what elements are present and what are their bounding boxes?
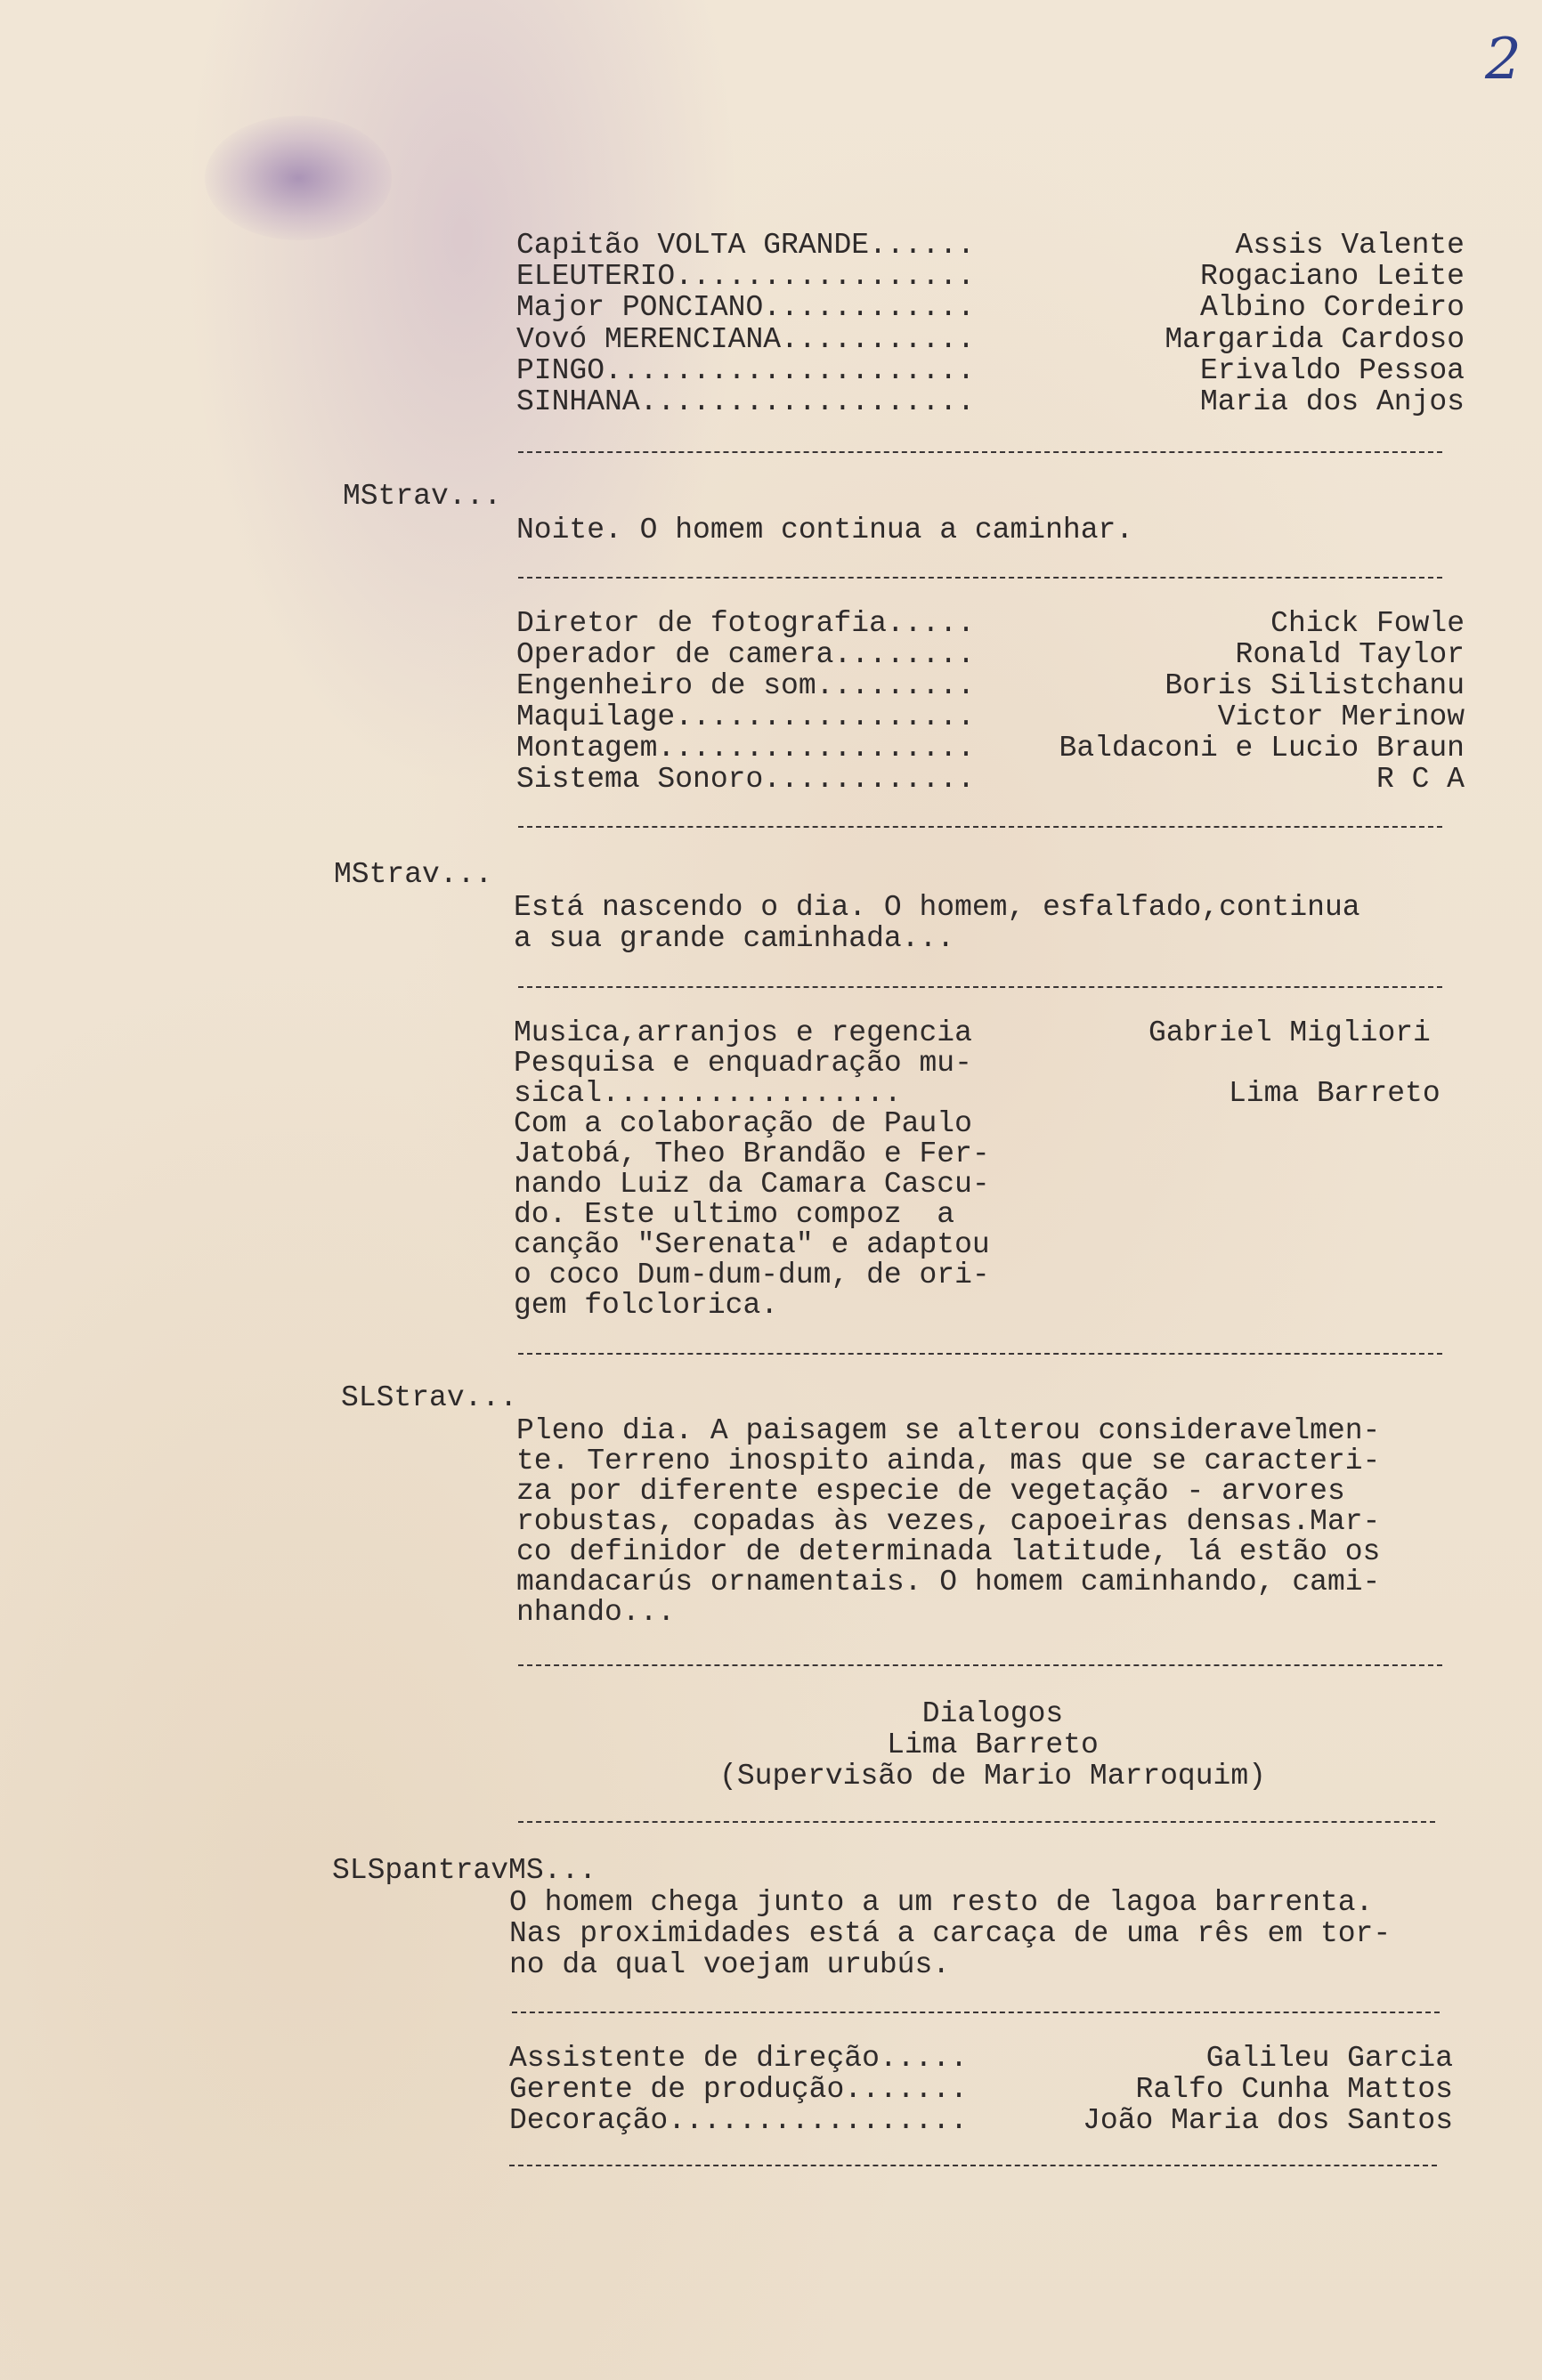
cast-role: ELEUTERIO................. <box>516 260 975 293</box>
crew-role: Sistema Sonoro............ <box>516 763 975 796</box>
scene-description-line: Nas proximidades está a carcaça de uma rês em tor- <box>509 1917 1392 1950</box>
scene-description-line: no da qual voejam urubús. <box>509 1948 951 1981</box>
crew-row <box>516 733 1465 764</box>
crew-role: Maquilage................. <box>516 700 975 733</box>
crew-role: Decoração................. <box>509 2104 968 2137</box>
music-credit-line: nando Luiz da Camara Cascu- <box>514 1168 990 1201</box>
scene-cue: MStrav... <box>334 858 493 891</box>
music-composer-name: Gabriel Migliori <box>1148 1016 1431 1049</box>
crew-name: Galileu Garcia <box>1205 2042 1453 2075</box>
crew-row <box>516 764 1465 795</box>
divider-rule <box>518 1664 1442 1666</box>
crew-name: Ronald Taylor <box>1235 638 1465 671</box>
cast-role: Vovó MERENCIANA........... <box>516 323 975 356</box>
crew-name: Boris Silistchanu <box>1165 669 1465 702</box>
music-research-name: Lima Barreto <box>1229 1077 1441 1110</box>
dialogos-title: Dialogos <box>921 1697 1064 1730</box>
scene-description-line: Pleno dia. A paisagem se alterou consideravelmen- <box>516 1414 1381 1447</box>
scene-description-line: a sua grande caminhada... <box>514 922 955 955</box>
crew-role: Gerente de produção....... <box>509 2073 968 2106</box>
scene-description-line: mandacarús ornamentais. O homem caminhando, cami- <box>516 1566 1381 1599</box>
divider-rule <box>518 451 1442 453</box>
cast-row <box>516 386 1465 417</box>
crew-role: Assistente de direção..... <box>509 2042 968 2075</box>
crew-name: Chick Fowle <box>1270 607 1465 640</box>
cast-role: Capitão VOLTA GRANDE...... <box>516 229 975 262</box>
crew-name: Ralfo Cunha Mattos <box>1135 2073 1453 2106</box>
dialogos-note: (Supervisão de Mario Marroquim) <box>719 1760 1266 1793</box>
crew-role: Diretor de fotografia..... <box>516 607 975 640</box>
crew-name: João Maria dos Santos <box>1083 2104 1453 2137</box>
music-credit-line: Musica,arranjos e regencia <box>514 1016 972 1049</box>
crew-role: Montagem.................. <box>516 732 975 765</box>
scene-cue: MStrav... <box>343 480 502 513</box>
scene-description-line: te. Terreno inospito ainda, mas que se caracteri- <box>516 1445 1381 1477</box>
crew-role: Operador de camera........ <box>516 638 975 671</box>
music-credit-line: Com a colaboração de Paulo <box>514 1107 972 1140</box>
divider-rule <box>509 2165 1437 2166</box>
music-credit-line: o coco Dum-dum-dum, de ori- <box>514 1259 990 1291</box>
dialogos-author: Lima Barreto <box>887 1728 1099 1761</box>
divider-rule <box>518 577 1442 579</box>
scene-description-line: robustas, copadas às vezes, capoeiras densas.Mar- <box>516 1505 1381 1538</box>
crew-row <box>516 639 1465 670</box>
music-credit-line: do. Este ultimo compoz a <box>514 1198 955 1231</box>
scene-cue: SLSpantravMS... <box>332 1854 597 1887</box>
music-credit-line: canção "Serenata" e adaptou <box>514 1228 990 1261</box>
divider-rule <box>518 826 1442 828</box>
scene-description-line: nhando... <box>516 1596 676 1629</box>
cast-name: Maria dos Anjos <box>1199 385 1465 418</box>
cast-row <box>516 355 1465 386</box>
page-number: 2 <box>1485 27 1522 93</box>
cast-name: Albino Cordeiro <box>1199 291 1465 324</box>
crew-row <box>509 2074 1453 2105</box>
cast-row <box>516 324 1465 355</box>
music-credit-line: Jatobá, Theo Brandão e Fer- <box>514 1137 990 1170</box>
crew-role: Engenheiro de som......... <box>516 669 975 702</box>
scene-description-line: za por diferente especie de vegetação - arvores <box>516 1475 1345 1508</box>
divider-rule <box>512 2012 1440 2013</box>
scene-description: Noite. O homem continua a caminhar. <box>516 514 1134 546</box>
cast-name: Assis Valente <box>1235 229 1465 262</box>
divider-rule <box>518 986 1442 988</box>
crew-row <box>509 2105 1453 2136</box>
music-credit-line: Pesquisa e enquadração mu- <box>514 1047 972 1080</box>
crew-name: Victor Merinow <box>1217 700 1465 733</box>
cast-name: Margarida Cardoso <box>1165 323 1465 356</box>
crew-name: Baldaconi e Lucio Braun <box>1059 732 1465 765</box>
crew-name: R C A <box>1376 763 1465 796</box>
scene-description-line: co definidor de determinada latitude, lá estão os <box>516 1535 1381 1568</box>
cast-row <box>516 230 1465 261</box>
crew-row <box>509 2043 1453 2074</box>
crew-row <box>516 608 1465 639</box>
crew-row <box>516 670 1465 701</box>
divider-rule <box>518 1821 1435 1823</box>
music-credit-line: sical................. <box>514 1077 902 1110</box>
scene-description-line: Está nascendo o dia. O homem, esfalfado,continua <box>514 891 1360 924</box>
scene-cue: SLStrav... <box>341 1381 518 1414</box>
ink-stain <box>205 116 392 240</box>
cast-row <box>516 261 1465 292</box>
scene-description-line: O homem chega junto a um resto de lagoa barrenta. <box>509 1886 1374 1919</box>
music-credit-line: gem folclorica. <box>514 1289 779 1322</box>
cast-role: PINGO..................... <box>516 354 975 387</box>
cast-name: Rogaciano Leite <box>1199 260 1465 293</box>
crew-row <box>516 701 1465 733</box>
cast-name: Erivaldo Pessoa <box>1199 354 1465 387</box>
divider-rule <box>518 1353 1442 1355</box>
cast-role: Major PONCIANO............ <box>516 291 975 324</box>
cast-role: SINHANA................... <box>516 385 975 418</box>
cast-row <box>516 292 1465 323</box>
